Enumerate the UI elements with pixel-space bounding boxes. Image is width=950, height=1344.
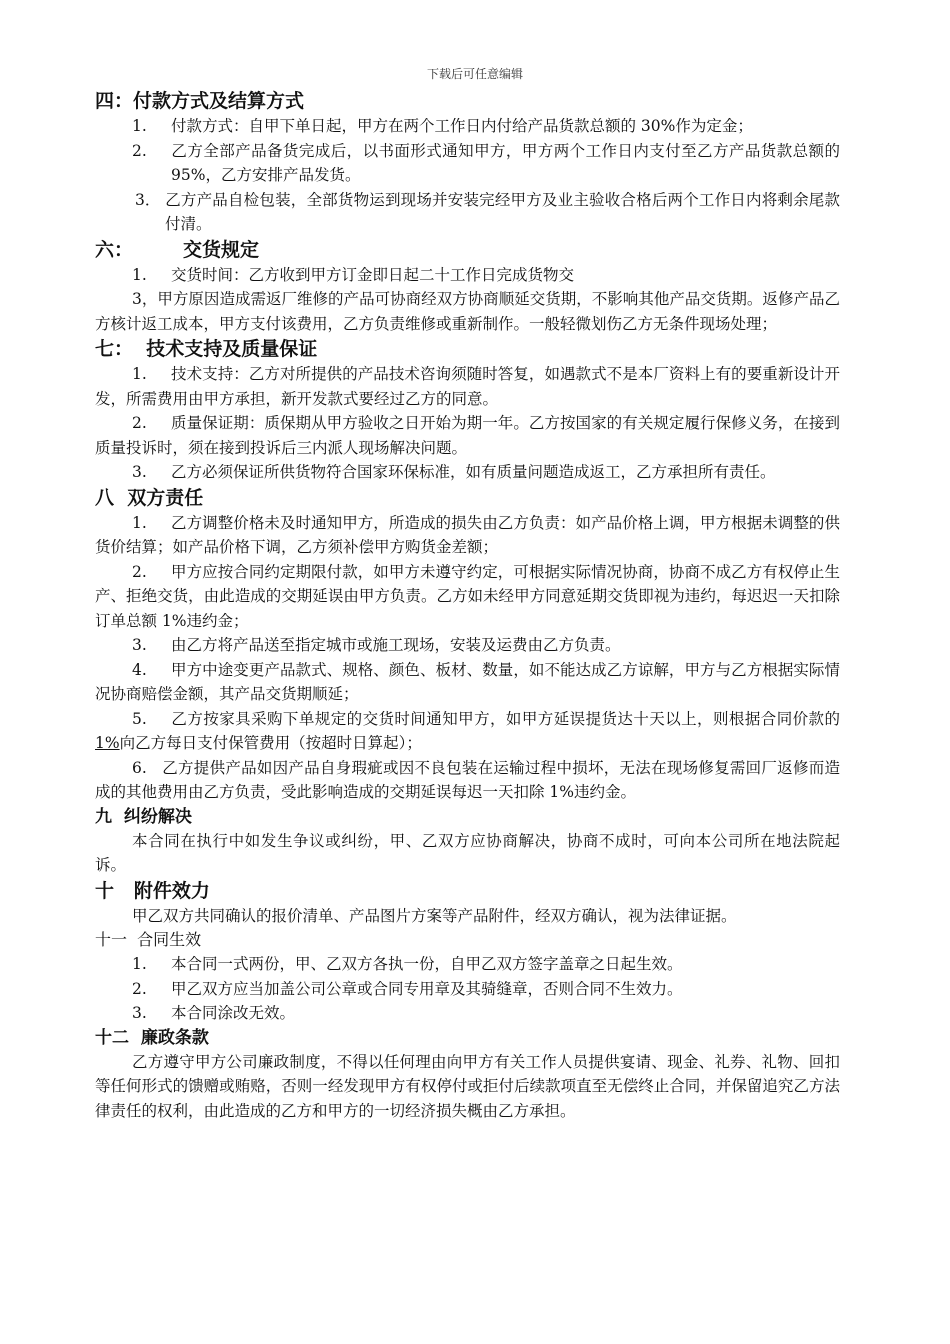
item-text: 乙方必须保证所供货物符合国家环保标准，如有质量问题造成返工，乙方承担所有责任。 bbox=[171, 463, 776, 481]
sec6-item-1 bbox=[95, 263, 840, 288]
item-number: 3. bbox=[132, 463, 147, 481]
item-text: 质量保证期：质保期从甲方验收之日开始为期一年。乙方按国家的有关规定履行保修义务，在接到质量投诉时，须在接到投诉后三内派人现场解决问题。 bbox=[95, 414, 840, 457]
section-8-title: 八 双方责任 bbox=[95, 486, 204, 509]
item-text: 乙方提供产品如因产品自身瑕疵或因不良包装在运输过程中损坏，无法在现场修复需回厂返修而造成的其他费用由乙方负责，受此影响造成的交期延误每迟一天扣除 1%违约金。 bbox=[95, 758, 840, 801]
item-text-tail: 向乙方每日支付保管费用（按超时日算起）； bbox=[119, 734, 422, 752]
item-number: 2. bbox=[132, 562, 147, 581]
item-text: 乙方全部产品备货完成后，以书面形式通知甲方，甲方两个工作日内支付至乙方产品货款总额的 95%，乙方安排产品发货。 bbox=[171, 141, 840, 184]
section-10-title: 十 附件效力 bbox=[95, 879, 210, 902]
section-6-label: 交货规定 bbox=[183, 238, 260, 261]
sec11-item-1 bbox=[95, 952, 840, 977]
item-number: 1. bbox=[132, 265, 147, 284]
item-number: 2. bbox=[132, 141, 147, 160]
item-text: 乙方产品自检包装，全部货物运到现场并安装完经甲方及业主验收合格后两个工作日内将剩余尾款付清。 bbox=[165, 190, 840, 233]
sec11-item-2 bbox=[95, 977, 840, 1002]
item-text: 交货时间：乙方收到甲方订金即日起二十工作日完成货物交 bbox=[171, 265, 575, 284]
item-number: 5. bbox=[132, 709, 147, 728]
sec10-text: 甲乙双方共同确认的报价清单、产品图片方案等产品附件，经双方确认，视为法律证据。 bbox=[132, 906, 737, 925]
sec8-item-3 bbox=[95, 633, 840, 658]
sec7-item-2 bbox=[95, 411, 840, 460]
sec8-item-4 bbox=[95, 658, 840, 707]
sec8-item-5 bbox=[95, 707, 840, 756]
sec8-item-2 bbox=[95, 560, 840, 634]
section-11-title: 十一 合同生效 bbox=[95, 930, 202, 949]
sec4-item-3 bbox=[95, 188, 840, 237]
item-text: 本合同一式两份，甲、乙双方各执一份，自甲乙双方签字盖章之日起生效。 bbox=[171, 955, 683, 973]
item-number: 3. bbox=[132, 636, 147, 654]
item-number: 6. bbox=[132, 758, 147, 777]
document-body bbox=[95, 88, 840, 1123]
item-number: 2. bbox=[132, 979, 147, 998]
sec8-item-6 bbox=[95, 756, 840, 805]
sec11-item-3 bbox=[95, 1001, 840, 1026]
underlined-rate: 1% bbox=[95, 734, 120, 752]
item-number: 1. bbox=[132, 117, 147, 135]
section-6-prefix: 六： bbox=[95, 238, 134, 261]
item-number: 1. bbox=[132, 365, 147, 383]
item-text: 乙方调整价格未及时通知甲方，所造成的损失由乙方负责：如产品价格上调，甲方根据未调整的供货价结算；如产品价格下调，乙方须补偿甲方购货金差额； bbox=[95, 513, 840, 556]
section-4-title: 四：付款方式及结算方式 bbox=[95, 90, 305, 112]
sec6-item-3: 3，甲方原因造成需返厂维修的产品可协商经双方协商顺延交货期，不影响其他产品交货期。返修产品乙方核计返工成本，甲方支付该费用，乙方负责维修或重新制作。一般轻微划伤乙方无条件现场处理； bbox=[95, 290, 840, 333]
item-number: 3. bbox=[132, 1004, 147, 1022]
item-number: 4. bbox=[132, 660, 147, 679]
item-text: 甲方应按合同约定期限付款，如甲方未遵守约定，可根据实际情况协商，协商不成乙方有权停止生产、拒绝交货，由此造成的交期延误由甲方负责。乙方如未经甲方同意延期交货即视为违约，每迟迟一天扣除订单总额 1%违约金； bbox=[95, 562, 840, 630]
item-text: 技术支持：乙方对所提供的产品技术咨询须随时答复，如遇款式不是本厂资料上有的要重新设计开发，所需费用由甲方承担，新开发款式要经过乙方的同意。 bbox=[95, 365, 840, 408]
header-note: 下载后可任意编辑 bbox=[426, 67, 523, 81]
item-number: 1. bbox=[132, 955, 147, 973]
section-7-title: 七： 技术支持及质量保证 bbox=[95, 338, 318, 360]
section-9-title: 九 纠纷解决 bbox=[95, 806, 192, 827]
item-text: 由乙方将产品送至指定城市或施工现场，安装及运费由乙方负责。 bbox=[171, 636, 621, 654]
section-12-title: 十二 廉政条款 bbox=[95, 1027, 209, 1048]
item-text: 甲乙双方应当加盖公司公章或合同专用章及其骑缝章，否则合同不生效力。 bbox=[171, 979, 683, 998]
item-number: 2. bbox=[132, 414, 147, 432]
item-number: 1. bbox=[132, 513, 147, 532]
sec7-item-1 bbox=[95, 362, 840, 411]
sec12-text: 乙方遵守甲方公司廉政制度，不得以任何理由向甲方有关工作人员提供宴请、现金、礼券、礼物、回扣等任何形式的馈赠或贿赂，否则一经发现甲方有权停付或拒付后续款项直至无偿终止合同，并保留追究乙方法律责任的权利，由此造成的乙方和甲方的一切经济损失概由乙方承担。 bbox=[95, 1052, 840, 1120]
item-number: 3． bbox=[135, 190, 161, 209]
sec4-item-2 bbox=[95, 139, 840, 188]
item-text: 甲方中途变更产品款式、规格、颜色、板材、数量，如不能达成乙方谅解，甲方与乙方根据实际情况协商赔偿金额，其产品交货期顺延； bbox=[95, 660, 840, 703]
item-text: 本合同涂改无效。 bbox=[171, 1004, 296, 1022]
sec8-item-1 bbox=[95, 511, 840, 560]
item-text: 乙方按家具采购下单规定的交货时间通知甲方，如甲方延误提货达十天以上，则根据合同价款的 bbox=[171, 709, 840, 728]
sec7-item-3 bbox=[95, 460, 840, 485]
sec4-item-1 bbox=[95, 114, 840, 139]
item-text: 付款方式：自甲下单日起，甲方在两个工作日内付给产品货款总额的 30%作为定金； bbox=[171, 117, 753, 135]
sec9-text: 本合同在执行中如发生争议或纠纷，甲、乙双方应协商解决，协商不成时，可向本公司所在地法院起诉。 bbox=[95, 831, 840, 874]
section-6-title bbox=[95, 237, 840, 263]
